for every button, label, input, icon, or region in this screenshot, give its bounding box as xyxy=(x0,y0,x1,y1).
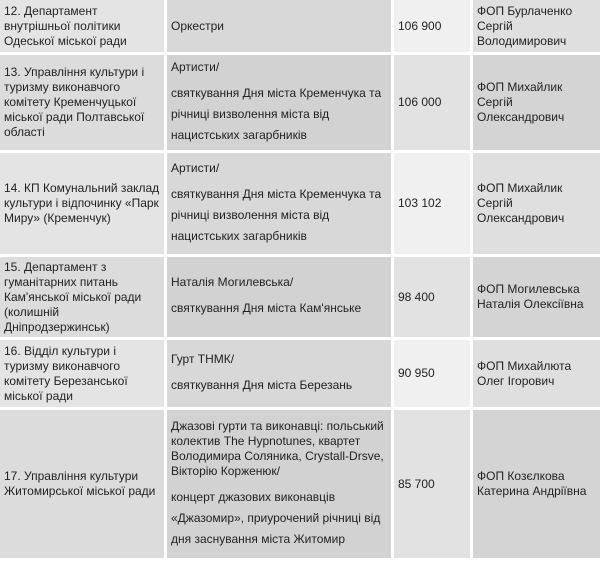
artist-event-cell xyxy=(167,257,391,337)
artist-event-cell xyxy=(167,410,391,558)
organization-cell: 13. Управління культури і туризму виконавчого комітету Кременчуцької міської ради Полтавської області xyxy=(0,55,164,150)
amount-cell: 85 700 xyxy=(394,410,470,558)
artist-text: Гурт ТНМК/ xyxy=(171,351,235,366)
amount-cell: 106 900 xyxy=(394,0,470,52)
table-row xyxy=(0,340,600,407)
event-text: концерт джазових виконавців «Джазомир», приурочений річниці від дня заснування міста Житомир xyxy=(171,489,381,546)
contractor-cell: ФОП Козєлкова Катерина Андріївна xyxy=(473,410,600,558)
amount-cell: 98 400 xyxy=(394,257,470,337)
event-text: святкування Дня міста Кам'янське xyxy=(171,301,362,315)
contractor-cell: ФОП Михайлюта Олег Ігорович xyxy=(473,340,600,407)
table-row xyxy=(0,153,600,254)
artist-event-cell xyxy=(167,55,391,150)
organization-cell: 15. Департамент з гуманітарних питань Кам'янської міської ради (колишній Дніпродзержинськ) xyxy=(0,257,164,337)
amount-cell: 90 950 xyxy=(394,340,470,407)
organization-cell: 12. Департамент внутрішньої політики Одеської міської ради xyxy=(0,0,164,52)
event-text: святкування Дня міста Березань xyxy=(171,377,353,392)
artist-event-cell xyxy=(167,340,391,407)
artist-text: Оркестри xyxy=(171,18,224,33)
organization-cell: 14. КП Комунальний заклад культури і відпочинку «Парк Миру» (Кременчук) xyxy=(0,153,164,254)
table-row xyxy=(0,0,600,52)
table-row xyxy=(0,410,600,558)
amount-cell: 106 000 xyxy=(394,55,470,150)
artist-text: Джазові гурти та виконавці: польський колектив The Hypnotunes, квартет Володимира Соляника, Crystall-Drsve, Вікторію Корженюк/ xyxy=(171,418,384,478)
organization-cell: 17. Управління культури Житомирської міської ради xyxy=(0,410,164,558)
artist-text: Артисти/ xyxy=(171,160,220,175)
organization-cell: 16. Відділ культури і туризму виконавчого комітету Березанської міської ради xyxy=(0,340,164,407)
event-text: святкування Дня міста Кременчука та річниці визволення міста від нацистських загарбників xyxy=(171,186,382,243)
contractor-cell: ФОП Бурлаченко Сергій Володимирович xyxy=(473,0,600,52)
contractor-cell: ФОП Михайлик Сергій Олександрович xyxy=(473,153,600,254)
table-row xyxy=(0,55,600,150)
table-row xyxy=(0,257,600,337)
contractor-cell: ФОП Михайлик Сергій Олександрович xyxy=(473,55,600,150)
artist-text: Артисти/ xyxy=(171,59,220,74)
event-text: святкування Дня міста Кременчука та річниці визволення міста від нацистських загарбників xyxy=(171,85,382,142)
artist-event-cell xyxy=(167,0,391,52)
artist-text: Наталія Могилевська/ xyxy=(171,275,294,289)
contractor-cell: ФОП Могилевська Наталія Олексіївна xyxy=(473,257,600,337)
amount-cell: 103 102 xyxy=(394,153,470,254)
artist-event-cell xyxy=(167,153,391,254)
